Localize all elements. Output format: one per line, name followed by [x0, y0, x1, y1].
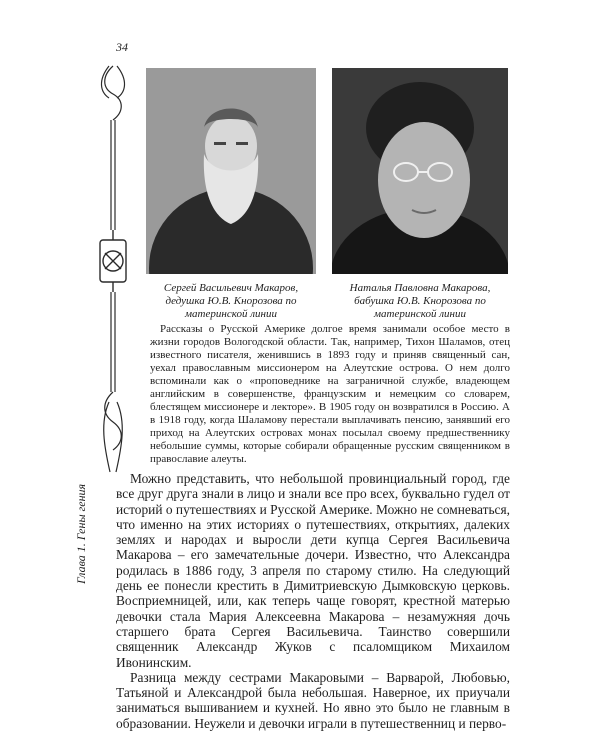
decorative-vine-ornament — [96, 62, 130, 482]
body-paragraph: Можно представить, что небольшой провинциальный город, где все друг друга знали в лицо и знали все про всех, буквально гудел от историй о путешествиях и Русской Америке. Можно не сомневаться, что именно на этих историях о путешествиях, открытиях, далеких землях и народах и выросли дети купца Сергея Васильевича Макарова – его замечательные дочери. Известно, что Александра родилась в 1886 году, 3 апреля по старому стилю. На следующий день ее понесли крестить в Димитриевскую Дымковскую церковь. Восприемницей, или, как теперь чаще говорят, крестной матерью девочки стала Мария Алексеевна Макарова – незамужняя дочь старшего брата Сергея Васильевича. Таинство совершили священник Александр Жуков с псаломщиком Михаилом Ивонинским. — [116, 471, 510, 670]
portrait-photo-grandmother — [332, 68, 508, 274]
caption-line: дедушка Ю.В. Кнорозова по — [165, 295, 297, 307]
caption-line: материнской линии — [374, 308, 466, 320]
caption-line: материнской линии — [185, 308, 277, 320]
caption-line: Наталья Павловна Макарова, — [349, 282, 491, 294]
chapter-label: Глава 1. Гены гения — [74, 483, 88, 584]
photo-caption-grandmother — [326, 282, 514, 321]
portrait-grandfather-image — [146, 68, 316, 274]
portrait-photo-grandfather — [146, 68, 316, 274]
photo-caption-grandfather — [140, 282, 322, 321]
portrait-grandmother-image — [332, 68, 508, 274]
main-text — [116, 471, 510, 731]
knot-emblem — [100, 230, 126, 292]
page-number: 34 — [116, 40, 128, 54]
inset-paragraph: Рассказы о Русской Америке долгое время занимали особое место в жизни городов Вологодской области. Так, например, Тихон Шаламов, отец известного писателя, женившись в 1893 году и приняв священный сан, уехал православным миссионером на Алеутские острова. О нем долго вспоминали как о «проповеднике на заграничной службе, владеющем английским в совершенстве, французским и немецким со словарем, блестящем миссионере и лекторе». В 1905 году он возвратился в Россию. А в 1918 году, когда Шаламову перестали выплачивать пенсию, занявший его приход на Алеутских островах монах посылал своему предшественнику небольшие суммы, которые собирали обращенные русским священником в православие алеуты. — [150, 323, 510, 465]
caption-line: бабушка Ю.В. Кнорозова по — [354, 295, 486, 307]
body-paragraph: Разница между сестрами Макаровыми – Варварой, Любовью, Татьяной и Александрой была небольшая. Наверное, их приучали заниматься вышиванием и кухней. Но явно это было не главным в образовании. Неужели и девочки играли в путешественниц и перво- — [116, 669, 510, 731]
caption-line: Сергей Васильевич Макаров, — [163, 282, 299, 294]
